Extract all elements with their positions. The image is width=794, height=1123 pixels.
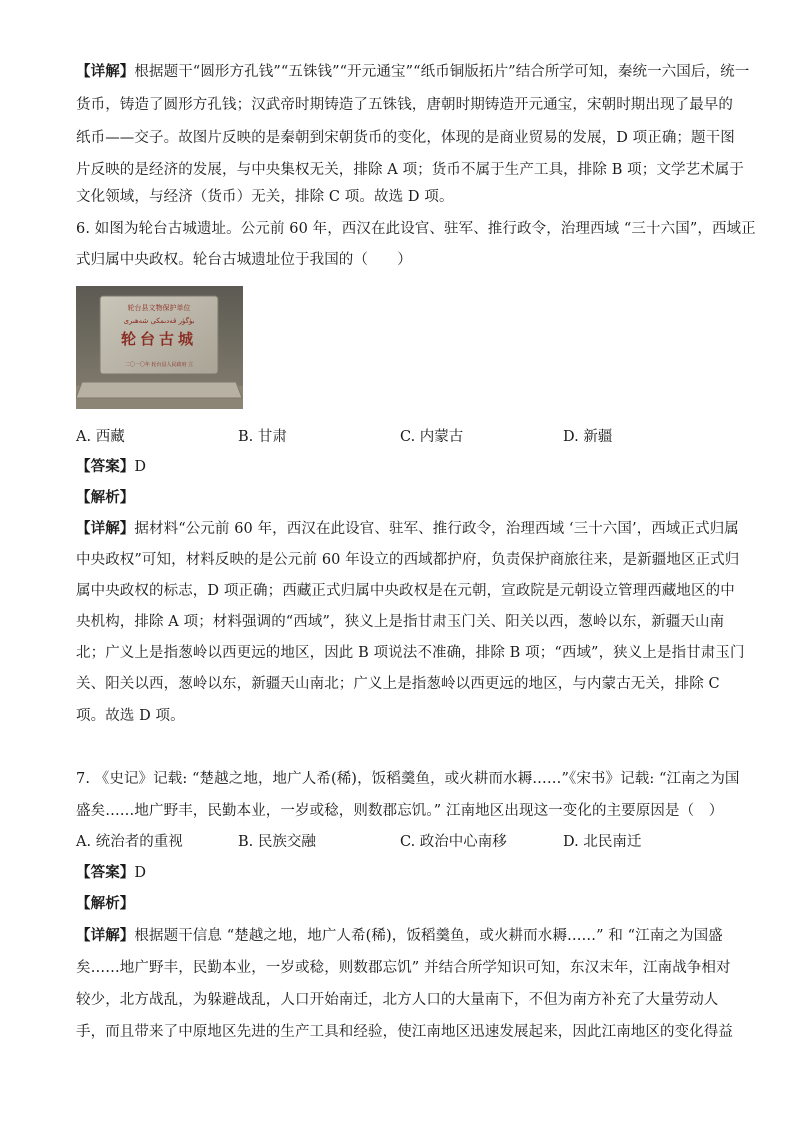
q7-option-b: B. 民族交融 xyxy=(238,834,316,850)
q5-detail-label: 【详解】 xyxy=(76,63,135,80)
q6-stem-line-1: 6. 如图为轮台古城遗址。公元前 60 年，西汉在此设官、驻军、推行政令，治理西域 “三十六国”，西域正 xyxy=(76,221,756,237)
q6-option-b: B. 甘肃 xyxy=(238,429,287,445)
q6-detail-line-2: 中央政权”可知，材料反映的是公元前 60 年设立的西域都护府，负责保护商旅往来，是新疆地区正式归 xyxy=(76,552,740,568)
q7-detail-line-3: 较少，北方战乱，为躲避战乱，人口开始南迁，北方人口的大量南下，不但为南方补充了大量劳动人 xyxy=(76,992,719,1008)
q6-detail-line-5: 北；广义上是指葱岭以西更远的地区，因此 B 项说法不准确，排除 B 项；“西域”，狭义上是指甘肃玉门 xyxy=(76,645,745,661)
stele-illustration xyxy=(76,286,243,409)
stele-title-text: 轮台古城 xyxy=(120,330,198,348)
q5-detail-line-4: 片反映的是经济的发展，与中央集权无关，排除 A 项；货币不属于生产工具，排除 B 项；文学艺术属于 xyxy=(76,162,744,178)
q7-detail-line-1: 【详解】根据题干信息 “楚越之地，地广人希(稀)，饭稻羹鱼，或火耕而水耨……” 和 “江南之为国盛 xyxy=(76,927,723,944)
q6-detail-line-7: 项。故选 D 项。 xyxy=(76,708,185,724)
q6-analysis-label: 【解析】 xyxy=(76,489,135,506)
q7-stem-line-1: 7. 《史记》记载: “楚越之地，地广人希(稀)，饭稻羹鱼，或火耕而水耨……”《宋书》记载: “江南之为国 xyxy=(76,771,740,787)
luntai-ancient-city-photo xyxy=(76,286,243,409)
q5-detail-line-1: 【详解】根据题干“圆形方孔钱”“五铢钱”“开元通宝”“纸币铜版拓片”结合所学可知，秦统一六国后，统一 xyxy=(76,63,750,80)
stele-footer-text: 二〇一〇年 轮台县人民政府 立 xyxy=(124,362,194,368)
q6-option-a: A. 西藏 xyxy=(76,429,125,445)
q5-detail-line-3: 纸币——交子。故图片反映的是秦朝到宋朝货币的变化，体现的是商业贸易的发展，D 项正确；题干图 xyxy=(76,130,735,146)
q7-option-d: D. 北民南迁 xyxy=(563,834,642,850)
q6-detail-line-3: 属中央政权的标志，D 项正确；西藏正式归属中央政权是在元朝，宣政院是元朝设立管理西藏地区的中 xyxy=(76,583,735,599)
q6-detail-line-1: 【详解】据材料“公元前 60 年，西汉在此设官、驻军、推行政令，治理西域 ‘三十六国’，西域正式归属 xyxy=(76,520,739,537)
q6-detail-line-6: 关、阳关以西，葱岭以东，新疆天山南北；广义上是指葱岭以西更远的地区，与内蒙古无关，排除 C xyxy=(76,676,720,692)
q7-answer: 【答案】D xyxy=(76,864,147,881)
q7-analysis-label: 【解析】 xyxy=(76,895,135,912)
q7-detail-line-2: 矣……地广野丰，民勤本业，一岁或稔，则数郡忘饥” 并结合所学知识可知，东汉末年，江南战争相对 xyxy=(76,960,731,976)
stele-header-text: 轮台县文物保护单位 xyxy=(127,304,191,312)
stele-uyghur-text: بۈگۈر قەدىمكى شەھىرى xyxy=(123,317,195,325)
q7-option-a: A. 统治者的重视 xyxy=(76,834,183,850)
q5-detail-line-5: 文化领域，与经济（货币）无关，排除 C 项。故选 D 项。 xyxy=(76,189,454,205)
q6-answer: 【答案】D xyxy=(76,458,147,475)
q6-detail-line-4: 央机构，排除 A 项；材料强调的“西域”，狭义上是指甘肃玉门关、阳关以西，葱岭以东，新疆天山南 xyxy=(76,614,725,630)
q6-option-c: C. 内蒙古 xyxy=(400,429,464,445)
q7-detail-line-4: 手，而且带来了中原地区先进的生产工具和经验，使江南地区迅速发展起来，因此江南地区的变化得益 xyxy=(76,1024,733,1040)
q6-option-d: D. 新疆 xyxy=(563,429,613,445)
q6-stem-line-2: 式归属中央政权。轮台古城遗址位于我国的（ ） xyxy=(76,252,412,268)
q7-stem-line-2: 盛矣……地广野丰，民勤本业，一岁或稔，则数郡忘饥。” 江南地区出现这一变化的主要原因是（ ） xyxy=(76,803,724,819)
q7-option-c: C. 政治中心南移 xyxy=(400,834,507,850)
q5-detail-line-2: 货币，铸造了圆形方孔钱；汉武帝时期铸造了五铢钱，唐朝时期铸造开元通宝，宋朝时期出现了最早的 xyxy=(76,97,733,113)
